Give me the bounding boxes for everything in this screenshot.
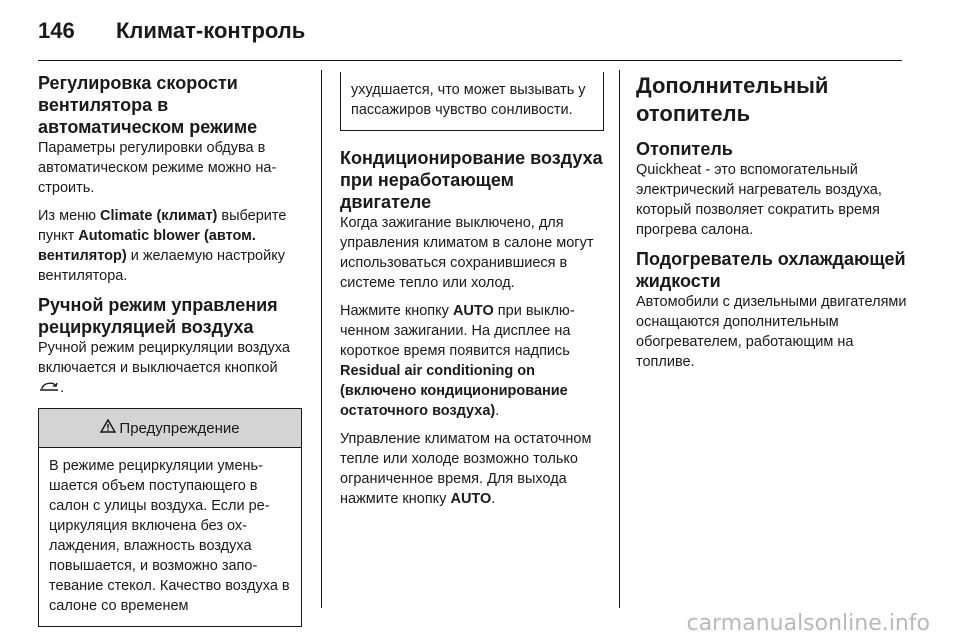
column-1 [38, 72, 302, 627]
warning-box-continued [340, 72, 604, 131]
display-message: Residual air conditioning on (включено кондиционирование остаточного воздуха) [340, 363, 568, 419]
auto-button-label: AUTO [452, 303, 494, 319]
page-header [38, 18, 305, 48]
text: при выключенном зажигании. На дисплее на короткое время появится надпись [340, 303, 575, 359]
page-number: 146 [38, 18, 75, 43]
warning-text-continued: ухудшается, что может вызывать у пассажиров чувство сонливости. [351, 82, 586, 118]
paragraph: Автомобили с дизельными двигателями оснащаются дополнительным обогревателем, работающим на топливе. [636, 294, 907, 370]
paragraph [340, 301, 604, 421]
paragraph [38, 338, 302, 398]
column-2 [340, 72, 604, 517]
paragraph: Параметры регулировки обдува в автоматическом режиме можно настроить. [38, 140, 277, 196]
text: Управление климатом на остаточном тепле или холоде возможно только ограниченное время. Для выхода нажмите кнопку [340, 431, 592, 507]
warning-box [38, 408, 302, 627]
warning-header [39, 409, 301, 448]
warning-title: Предупреждение [119, 419, 240, 437]
chapter-title: Климат-контроль [116, 18, 306, 43]
section-title-fan-speed: Регулировка скорости вентилятора в автоматическом режиме [38, 73, 258, 137]
text: выберите пункт [38, 208, 287, 244]
text: и желаемую настройку вентилятора. [38, 248, 285, 284]
column-divider-1 [321, 70, 322, 608]
menu-item-climate: Climate (климат) [100, 208, 218, 224]
menu-item-automatic-blower: Automatic blower (автом. вентилятор) [38, 228, 256, 264]
watermark: carmanualsonline.info [686, 611, 930, 636]
text: Ручной режим рециркуляции воздуха включается и выключается кнопкой [38, 340, 290, 376]
warning-text: В режиме рециркуляции уменьшается объем поступающего в салон с улицы воздуха. Если рециркуляция включена без охлаждения, влажность воздуха повышается, и возможно запотевание стекол. Качество воздуха в салоне со временем [49, 458, 290, 615]
paragraph [38, 206, 302, 286]
text: Из меню [38, 208, 101, 224]
recirculation-icon [38, 378, 60, 398]
text: Нажмите кнопку [340, 303, 453, 319]
column-3 [636, 72, 908, 380]
chapter-section-title: Дополнительный отопитель [636, 73, 829, 126]
text: . [60, 380, 65, 396]
section-title-coolant-heater: Подогреватель охлаждающей жидкости [636, 249, 906, 291]
paragraph: Когда зажигание выключено, для управления климатом в салоне могут использоваться сохранившиеся в системе тепло или холод. [340, 215, 594, 291]
paragraph [340, 429, 604, 509]
column-divider-2 [619, 70, 620, 608]
section-title-recirculation: Ручной режим управления рециркуляцией воздуха [38, 295, 278, 337]
auto-button-label: AUTO [450, 491, 492, 507]
text: . [491, 491, 496, 507]
warning-triangle-icon [100, 419, 116, 437]
section-title-residual-ac: Кондиционирование воздуха при неработающем двигателе [340, 148, 603, 212]
header-rule [38, 60, 902, 61]
section-title-heater: Отопитель [636, 139, 733, 159]
paragraph: Quickheat - это вспомогательный электрический нагреватель воздуха, который позволяет сократить время прогрева салона. [636, 162, 882, 238]
text: . [495, 403, 500, 419]
